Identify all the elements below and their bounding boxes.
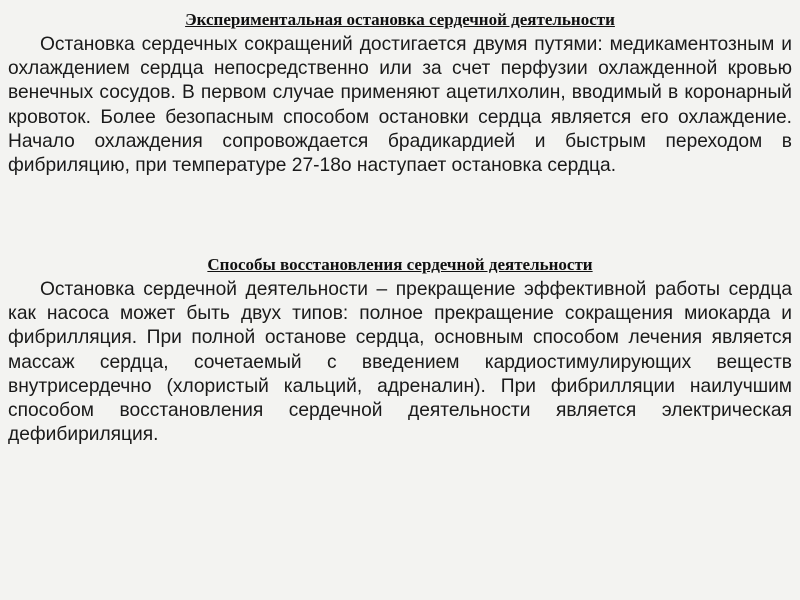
section-cardiac-restoration-methods [8,252,792,447]
section-experimental-cardiac-arrest [8,7,792,178]
section-paragraph: Остановка сердечной деятельности – прекращение эффективной работы сердца как насоса может быть двух типов: полное прекращение сокращения миокарда и фибрилляция. При полной останове сердца, основным способом лечения является массаж сердца, сочетаемый с введением кардиостимулирующих веществ внутрисердечно (хлористый кальций, адреналин). При фибрилляции наилучшим способом восстановления сердечной деятельности является электрическая дефибириляция. [8,279,792,446]
section-paragraph: Остановка сердечных сокращений достигается двумя путями: медикаментозным и охлаждением сердца непосредственно или за счет перфузии охлажденной кровью венечных сосудов. В первом случае применяют ацетилхолин, вводимый в коронарный кровоток. Более безопасным способом остановки сердца является его охлаждение. Начало охлаждения сопровождается брадикардией и быстрым переходом в фибриляцию, при температуре 27-18о наступает остановка сердца. [8,34,792,177]
section-heading: Экспериментальная остановка сердечной деятельности [185,10,615,29]
section-heading: Способы восстановления сердечной деятельности [207,255,593,274]
